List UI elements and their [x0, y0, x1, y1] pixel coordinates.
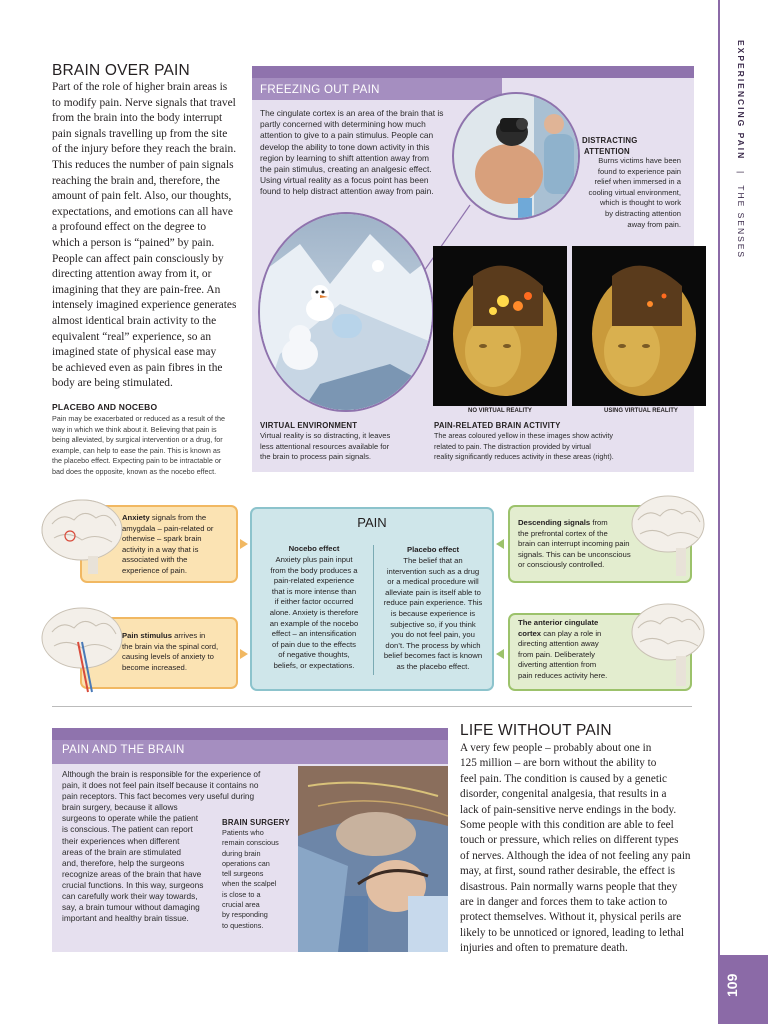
body-line: reduce pain experience. This [383, 598, 483, 608]
body-line: found to experience pain [597, 166, 681, 176]
body-line: important and healthy brain tissue. [62, 913, 189, 924]
body-line: the placebo effect. Expecting pain to be intractable or [52, 456, 222, 465]
body-line: Using virtual reality as a focus point has been [260, 175, 429, 186]
brain-surgery-body [222, 828, 296, 931]
body-line: almost identical brain activity to the [52, 314, 217, 327]
body-line: Some people with this condition are able to feel [460, 819, 674, 832]
body-line: can carefully work their way towards, [62, 891, 198, 902]
body-line: as the placebo effect. [396, 661, 470, 671]
freezing-panel-band [252, 66, 694, 78]
body-line: to questions. [222, 920, 264, 930]
body-line: example, can help to ease the pain. This is known as [52, 445, 221, 455]
cingulate-bold-2: cortex [518, 628, 542, 638]
body-line: amount of pain felt. Also, our thoughts, [52, 190, 232, 203]
body-line: or consciously controlled. [518, 560, 605, 570]
body-line: expectations, and emotions can all have [52, 205, 233, 218]
arrow-right [240, 539, 248, 549]
body-line: that is more intense than [271, 586, 357, 596]
cingulate-bold-1: The anterior cingulate [518, 618, 599, 627]
body-line: which a person is “pained” by pain. [52, 236, 215, 249]
virtual-env-title: VIRTUAL ENVIRONMENT [260, 421, 358, 430]
body-line: Burns victims have been [598, 156, 681, 165]
body-line: directing attention away from it, or [52, 268, 212, 281]
brain-over-pain-body [52, 80, 262, 392]
body-line: beliefs, or expectations. [273, 660, 355, 670]
body-line: the brain via the spinal cord, [122, 641, 219, 651]
distracting-body [556, 156, 681, 230]
body-line: intervention such as a drug [386, 566, 480, 576]
body-line: injuries and often to premature death. [460, 942, 628, 955]
body-line: is because experience is [390, 608, 476, 618]
body-line: arrives in [171, 631, 206, 640]
placebo-title: Placebo effect [406, 545, 460, 554]
body-line: or a medical procedure will [387, 577, 479, 587]
body-line: signals. This can be unconscious [518, 549, 631, 559]
body-line: which is thought to work [599, 198, 681, 208]
body-line: reaching the brain and, therefore, the [52, 174, 220, 187]
running-head-section: EXPERIENCING PAIN [736, 40, 746, 161]
body-line: signals from the [149, 513, 207, 522]
body-line: by distracting attention [605, 208, 681, 218]
body-line: Patients who [222, 828, 264, 837]
body-line: intensely imagined experience generates [52, 299, 237, 312]
body-line: crucial functions. In this way, surgeons [62, 879, 204, 890]
body-line: is conscious. The patient can report [62, 824, 193, 835]
body-line: if either factor occurred [274, 597, 354, 607]
body-line: way in which we think about it. Believing that pain is [52, 424, 217, 434]
body-line: is close to a [222, 889, 261, 899]
body-line: of nerves. Although the idea of not feeling any pain [460, 849, 691, 862]
brain-illustration-descending [628, 490, 708, 578]
brain-activity-body [434, 431, 684, 463]
nocebo-body [258, 555, 370, 672]
arrow-left [496, 539, 504, 549]
body-line: effect – an intensification [271, 629, 357, 639]
body-line: found to help distract attention away from pain. [260, 186, 434, 197]
arrow-right [240, 649, 248, 659]
body-line: away from pain. [627, 219, 681, 229]
body-line: by responding [222, 910, 268, 920]
life-without-pain-body [460, 741, 700, 957]
placebo-body [376, 556, 490, 673]
body-line: remain conscious [222, 838, 279, 848]
label-no-vr: NO VIRTUAL REALITY [468, 408, 532, 414]
body-line: from the body produces a [270, 565, 358, 575]
body-line: surgeons to operate while the patient [62, 813, 199, 824]
body-line: their experiences when different [62, 835, 180, 846]
body-line: the pain stimulus, creating an analgesic effect. [260, 164, 432, 175]
body-line: Although the brain is responsible for the experience of [62, 769, 261, 779]
body-line: related to pain. The distraction provided by virtual [434, 441, 591, 451]
body-line: associated with the [122, 555, 188, 565]
brain-surgery-photo [298, 766, 448, 952]
body-line: and, therefore, help the surgeons [62, 857, 185, 868]
body-line: brain can interrupt incoming pain [518, 539, 630, 549]
body-line: be achieved even as pain fibres in the [52, 361, 223, 374]
body-line: activity in a way that is [122, 544, 199, 554]
body-line: to modify pain. Nerve signals that travel [52, 96, 236, 109]
label-with-vr: USING VIRTUAL REALITY [604, 408, 678, 414]
body-line: can play a role in [541, 628, 602, 638]
body-line: protect themselves. Without it, physical perils are [460, 911, 682, 924]
body-line: experience of pain. [122, 565, 187, 575]
body-line: pain receptors. This fact becomes very useful during [62, 791, 255, 802]
body-line: are in danger and forces them to take action to [460, 896, 668, 909]
body-line: People can affect pain consciously by [52, 252, 224, 265]
body-line: crucial area [222, 900, 260, 910]
body-line: become increased. [122, 662, 187, 672]
brain-illustration-cingulate [628, 598, 708, 688]
body-line: disorder, congenital analgesia, that results in a [460, 788, 667, 801]
body-line: develop the ability to tone down activity in this [260, 141, 430, 152]
body-line: Virtual reality is so distracting, it leaves [260, 431, 391, 440]
body-line: the brain to process pain signals. [260, 452, 372, 462]
body-line: recognize areas of the brain that have [62, 868, 202, 879]
descending-bold: Descending signals [518, 518, 591, 527]
body-line: diverting attention from [518, 660, 597, 670]
body-line: otherwise – spark brain [122, 534, 202, 544]
brain-scan-no-vr [433, 246, 567, 406]
body-line: a profound effect on the degree to [52, 221, 207, 234]
body-line: pain-related experience [273, 576, 355, 586]
body-line: directing attention away [518, 639, 599, 649]
body-line: you do not feel pain, you [391, 630, 475, 640]
body-line: pain, it does not feel pain itself because it contains no [62, 780, 259, 791]
body-line: of the injury before they reach the brain. [52, 143, 237, 156]
body-line: region by learning to shift attention away from [260, 152, 429, 163]
virtual-env-body [260, 431, 440, 463]
placebo-nocebo-title: PLACEBO AND NOCEBO [52, 402, 158, 412]
body-line: disastrous. Pain normally warns people that they [460, 880, 678, 893]
body-line: equivalent “real” experience, so an [52, 330, 212, 343]
body-line: lack of pain-sensitive nerve endings in the body. [460, 803, 677, 816]
body-line: amygdala – pain-related or [122, 523, 214, 533]
body-line: operations can [222, 858, 270, 868]
body-line: subjective so, if you think [390, 619, 476, 629]
placebo-nocebo-body [52, 414, 252, 477]
body-line: Part of the role of higher brain areas is [52, 81, 228, 93]
pain-box-title: PAIN [357, 515, 387, 530]
body-line: say, a brain tumour without damaging [62, 902, 200, 913]
pain-box-divider [373, 545, 374, 675]
brain-surgery-title: BRAIN SURGERY [222, 818, 290, 827]
body-line: may, at first, sound rather desirable, the effect is [460, 865, 675, 878]
pain-brain-band [52, 728, 448, 740]
body-line: areas of the brain are stimulated [62, 846, 181, 857]
brain-scan-with-vr [572, 246, 706, 406]
body-line: when the scalpel [222, 879, 277, 889]
body-line: reality significantly reduces activity in these areas (right). [434, 452, 614, 462]
body-line: imagined state of physical ease may [52, 346, 217, 359]
body-line: alleviate pain is itself able to [385, 587, 481, 597]
margin-rule [718, 0, 720, 1024]
body-line: from [590, 518, 608, 527]
body-line: pain reduces activity here. [518, 670, 608, 680]
anxiety-text [122, 513, 234, 577]
body-line: relief when immersed in a [594, 177, 681, 187]
virtual-environment-image [258, 212, 434, 412]
body-line: pain signals travelling up from the site [52, 127, 228, 140]
running-head-chapter: THE SENSES [736, 185, 746, 260]
body-line: partly concerned with determining how much [260, 119, 426, 130]
body-line: brain surgery, because it allows [62, 802, 178, 813]
running-head-separator: | [736, 170, 746, 175]
brain-over-pain-title: BRAIN OVER PAIN [52, 62, 190, 79]
brain-activity-title: PAIN-RELATED BRAIN ACTIVITY [434, 421, 561, 430]
body-line: less attentional resources available for [260, 441, 390, 451]
freezing-title: FREEZING OUT PAIN [260, 84, 380, 96]
running-head [722, 40, 746, 340]
body-line: The belief that an [403, 556, 463, 565]
body-line: The cingulate cortex is an area of the brain that is [260, 108, 444, 118]
brain-illustration-anxiety-front [38, 494, 130, 576]
body-line: the prefrontal cortex of the [518, 528, 608, 538]
distracting-title-2: ATTENTION [584, 147, 630, 156]
body-line: attention to give to a pain stimulus. People can [260, 130, 434, 141]
stimulus-bold: Pain stimulus [122, 631, 172, 640]
body-line: belief becomes fact is known [383, 651, 483, 661]
body-line: being alleviated, by surgical intervention or a drug, for [52, 435, 223, 444]
body-line: A very few people – probably about one in [460, 742, 652, 754]
body-line: 125 million – are born without the ability to [460, 757, 657, 770]
section-divider [52, 706, 692, 707]
body-line: The areas coloured yellow in these images show activity [434, 431, 613, 440]
pain-stimulus-text [122, 631, 236, 673]
body-line: tell surgeons [222, 869, 264, 879]
body-line: during brain [222, 848, 261, 858]
body-line: imagining that they are pain-free. An [52, 283, 221, 296]
body-line: of pain due to the effects [271, 639, 357, 649]
life-without-pain-title: LIFE WITHOUT PAIN [460, 722, 612, 739]
cingulate-text [518, 618, 638, 682]
body-line: from pain. Deliberately [518, 649, 595, 659]
body-line: alone. Anxiety is therefore [269, 607, 359, 617]
body-line: cooling virtual environment, [588, 187, 681, 197]
body-line: an example of the nocebo [269, 618, 359, 628]
freezing-body [260, 108, 460, 198]
brain-illustration-stimulus [38, 602, 130, 694]
arrow-left [496, 649, 504, 659]
body-line: Pain may be exacerbated or reduced as a result of the [52, 414, 226, 423]
nocebo-title: Nocebo effect [288, 544, 340, 553]
pain-brain-title: PAIN AND THE BRAIN [62, 744, 185, 756]
body-line: body are being stimulated. [52, 377, 173, 390]
body-line: from the brain into the body interrupt [52, 112, 223, 125]
body-line: don’t. The process by which [385, 640, 481, 650]
body-line: This reduces the number of pain signals [52, 158, 234, 171]
body-line: of negative thoughts, [278, 650, 350, 660]
body-line: causing levels of anxiety to [122, 652, 214, 662]
body-line: feel pain. The condition is caused by a genetic [460, 772, 668, 785]
body-line: touch or pressure, which relies on different types [460, 834, 679, 847]
body-line: bad does the opposite, known as the nocebo effect. [52, 466, 217, 476]
distracting-title-1: DISTRACTING [582, 136, 638, 145]
page-number: 109 [724, 973, 740, 997]
body-line: likely to be unnoticed or ignored, leading to lethal [460, 926, 685, 939]
anxiety-bold: Anxiety [122, 513, 150, 522]
body-line: Anxiety plus pain input [275, 555, 353, 564]
